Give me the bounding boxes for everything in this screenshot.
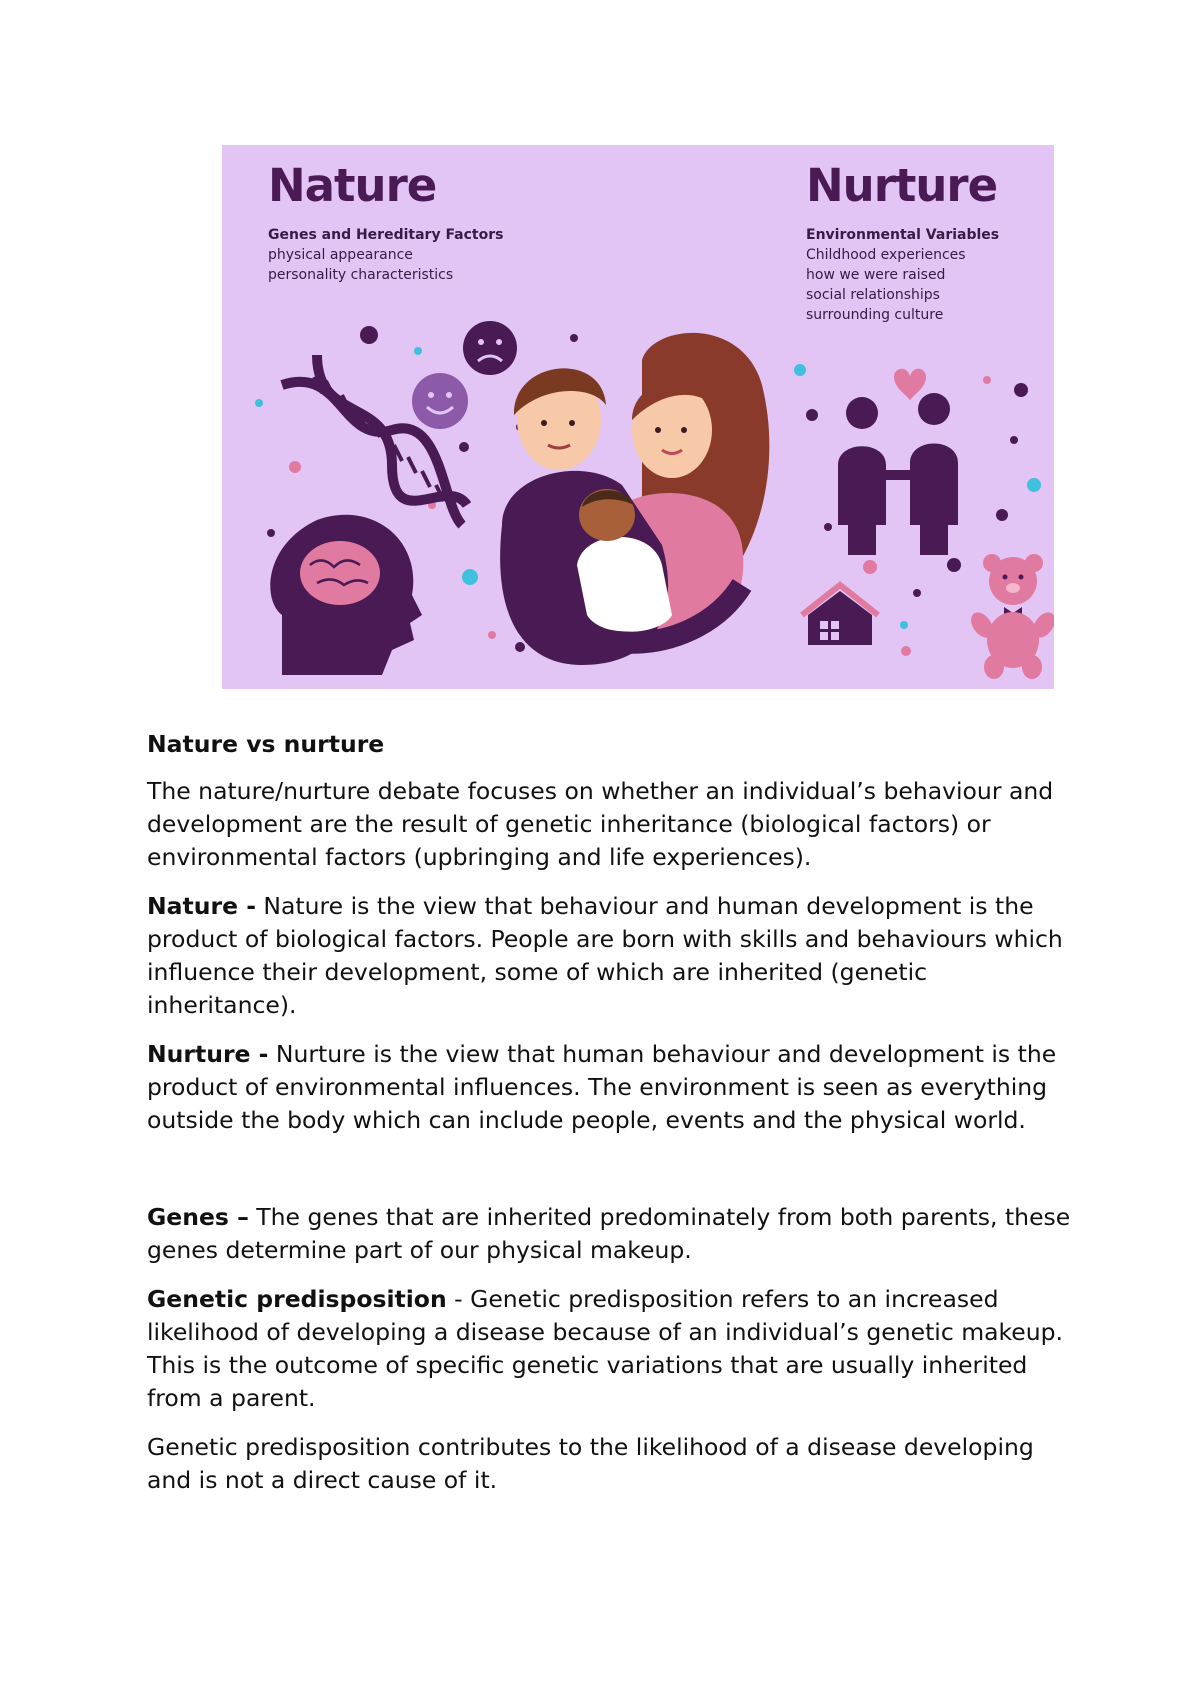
predisposition-text: - Genetic predisposition refers to an increased likelihood of developing a disease because of an individual’s genetic makeup. This is the outcome of specific genetic variations that are usually inherited from a parent. [147, 1285, 1064, 1412]
house-icon [802, 585, 878, 645]
nurture-factor-line: social relationships [806, 287, 940, 303]
nurture-factor-line: how we were raised [806, 267, 946, 283]
predisposition-term: Genetic predisposition [147, 1285, 447, 1313]
nature-definition [147, 890, 1077, 1022]
spacer [147, 1153, 1077, 1201]
genes-term: Genes – [147, 1203, 249, 1231]
head-brain-icon [270, 515, 422, 675]
smiley-face-icon [412, 373, 468, 429]
nurture-title: Nurture [806, 159, 998, 212]
nurture-definition [147, 1038, 1077, 1137]
section-heading: Nature vs nurture [147, 730, 385, 758]
nurture-factor-line: surrounding culture [806, 307, 944, 323]
predisposition-definition [147, 1283, 1077, 1415]
nurture-factor-list [806, 225, 999, 325]
genes-text: The genes that are inherited predominately from both parents, these genes determine part of our physical makeup. [147, 1203, 1071, 1264]
nature-term: Nature - [147, 892, 256, 920]
nature-title: Nature [268, 159, 437, 212]
couple-heart-icon [838, 369, 958, 555]
nurture-text: Nurture is the view that human behaviour and development is the product of environmental influences. The environment is seen as everything outside the body which can include people, events and the physical world. [147, 1040, 1057, 1134]
nurture-factor-line: Childhood experiences [806, 247, 966, 263]
nature-factor-line: Genes and Hereditary Factors [268, 227, 504, 243]
family-illustration [500, 333, 769, 665]
nurture-factor-line: Environmental Variables [806, 227, 1000, 243]
document-body [147, 728, 1077, 1513]
nature-factor-list [268, 225, 503, 285]
nurture-term: Nurture - [147, 1040, 269, 1068]
sad-face-icon [463, 321, 517, 375]
nature-factor-line: personality characteristics [268, 267, 454, 283]
nature-factor-line: physical appearance [268, 247, 413, 263]
nature-nurture-infographic [222, 145, 1054, 689]
nature-text: Nature is the view that behaviour and human development is the product of biological factors. People are born with skills and behaviours which influence their development, some of which are inherited (genetic inheritance). [147, 892, 1063, 1019]
teddy-bear-icon [967, 554, 1054, 679]
intro-paragraph: The nature/nurture debate focuses on whether an individual’s behaviour and development are the result of genetic inheritance (biological factors) or environmental factors (upbringing and life experiences). [147, 777, 1054, 871]
closing-paragraph: Genetic predisposition contributes to the likelihood of a disease developing and is not a direct cause of it. [147, 1433, 1034, 1494]
genes-definition [147, 1201, 1077, 1267]
